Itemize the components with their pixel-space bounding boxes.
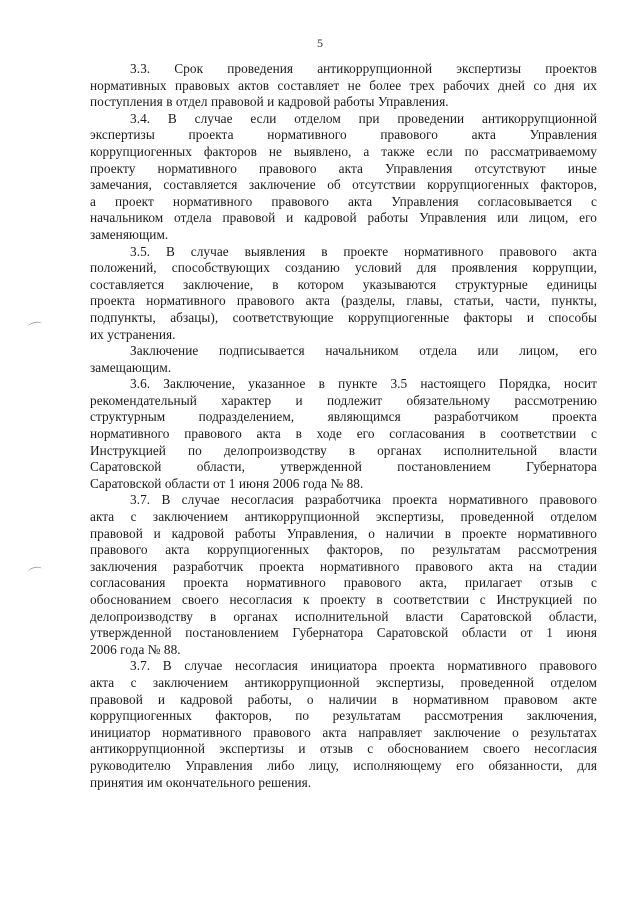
text-line: проекта нормативного правового акта (разделы, главы, статьи, части, пункты, (90, 293, 597, 309)
text-line: правового акта коррупциогенных факторов, по результатам рассмотрения (90, 542, 597, 558)
text-line: замечания, составляется заключение об отсутствии коррупциогенных факторов, (90, 177, 597, 193)
text-line: заменяющим. (90, 226, 169, 242)
document-body (90, 61, 597, 791)
text-line: проекту нормативного правового акта Управления отсутствуют иные (90, 160, 597, 176)
text-line: правовой и кадровой работы Управления, о наличии в проекте нормативного (90, 525, 597, 541)
text-line: структурным подразделением, являющимся разработчиком проекта (90, 409, 597, 425)
text-line: поступления в отдел правовой и кадровой работы Управления. (90, 94, 449, 110)
text-line: Инструкцией по делопроизводству в органах исполнительной власти (90, 442, 597, 458)
text-line: их устранения. (90, 326, 176, 342)
text-line: 3.4. В случае если отделом при проведении антикоррупционной (130, 110, 597, 126)
text-line: а проект нормативного правового акта Управления согласовывается с (90, 193, 597, 209)
text-line: 3.5. В случае выявления в проекте нормативного правового акта (130, 243, 597, 259)
text-line: начальником отдела правовой и кадровой работы Управления или лицом, его (90, 210, 597, 226)
text-line: утвержденной постановлением Губернатора Саратовской области от 1 июня (90, 625, 597, 641)
text-line: Заключение подписывается начальником отдела или лицом, его (130, 343, 597, 359)
text-line: 3.6. Заключение, указанное в пункте 3.5 настоящего Порядка, носит (130, 376, 597, 392)
text-line: замещающим. (90, 359, 172, 375)
text-line: 3.7. В случае несогласия инициатора проекта нормативного правового (130, 658, 597, 674)
text-line: акта с заключением антикоррупционной экспертизы, проведенной отделом (90, 674, 597, 690)
text-line: 3.3. Срок проведения антикоррупционной экспертизы проектов (130, 61, 597, 76)
text-line: коррупциогенных факторов не выявлено, а также если по рассматриваемому (90, 143, 597, 159)
text-line: нормативного правового акта в ходе его согласования в соответствии с (90, 426, 597, 442)
text-line: принятия им окончательного решения. (90, 774, 312, 790)
text-line: инициатор нормативного правового акта направляет заключение о результатах (90, 724, 597, 740)
text-line: подпункты, абзацы), соответствующие коррупциогенные факторы и способы (90, 309, 597, 325)
text-line: экспертизы проекта нормативного правового акта Управления (90, 127, 597, 143)
text-line: 3.7. В случае несогласия разработчика проекта нормативного правового (130, 492, 597, 508)
text-line: руководителю Управления либо лицу, исполняющему его обязанности, для (90, 757, 597, 773)
text-line: правовой и кадровой работы, о наличии в нормативном правовом акте (90, 691, 597, 707)
text-line: коррупциогенных факторов, по результатам рассмотрения заключения, (90, 708, 597, 724)
text-line: рекомендательный характер и подлежит обязательному рассмотрению (90, 392, 597, 408)
text-line: делопроизводству в органах исполнительной власти Саратовской области, (90, 608, 597, 624)
scan-margin-mark (27, 321, 42, 331)
text-line: 2006 года № 88. (90, 641, 181, 657)
text-line: обоснованием своего несогласия к проекту в соответствии с Инструкцией по (90, 592, 597, 607)
text-line: нормативных правовых актов составляет не более трех рабочих дней со дня их (90, 77, 597, 93)
page-number: 5 (317, 36, 323, 50)
text-line: согласования проекта нормативного правового акта, прилагает отзыв с (90, 575, 597, 591)
scan-margin-mark (27, 566, 42, 576)
text-line: положений, способствующих созданию условий для проявления коррупции, (90, 260, 597, 276)
text-line: Саратовской области, утвержденной постановлением Губернатора (90, 459, 597, 475)
text-line: антикоррупционной экспертизы и отзыв с обоснованием своего несогласия (90, 741, 597, 757)
text-line: заключения разработчик проекта нормативного правового акта на стадии (90, 558, 597, 574)
text-line: Саратовской области от 1 июня 2006 года № 88. (90, 475, 364, 491)
text-line: акта с заключением антикоррупционной экспертизы, проведенной отделом (90, 509, 597, 525)
text-line: составляется заключение, в котором указываются структурные единицы (90, 276, 597, 292)
